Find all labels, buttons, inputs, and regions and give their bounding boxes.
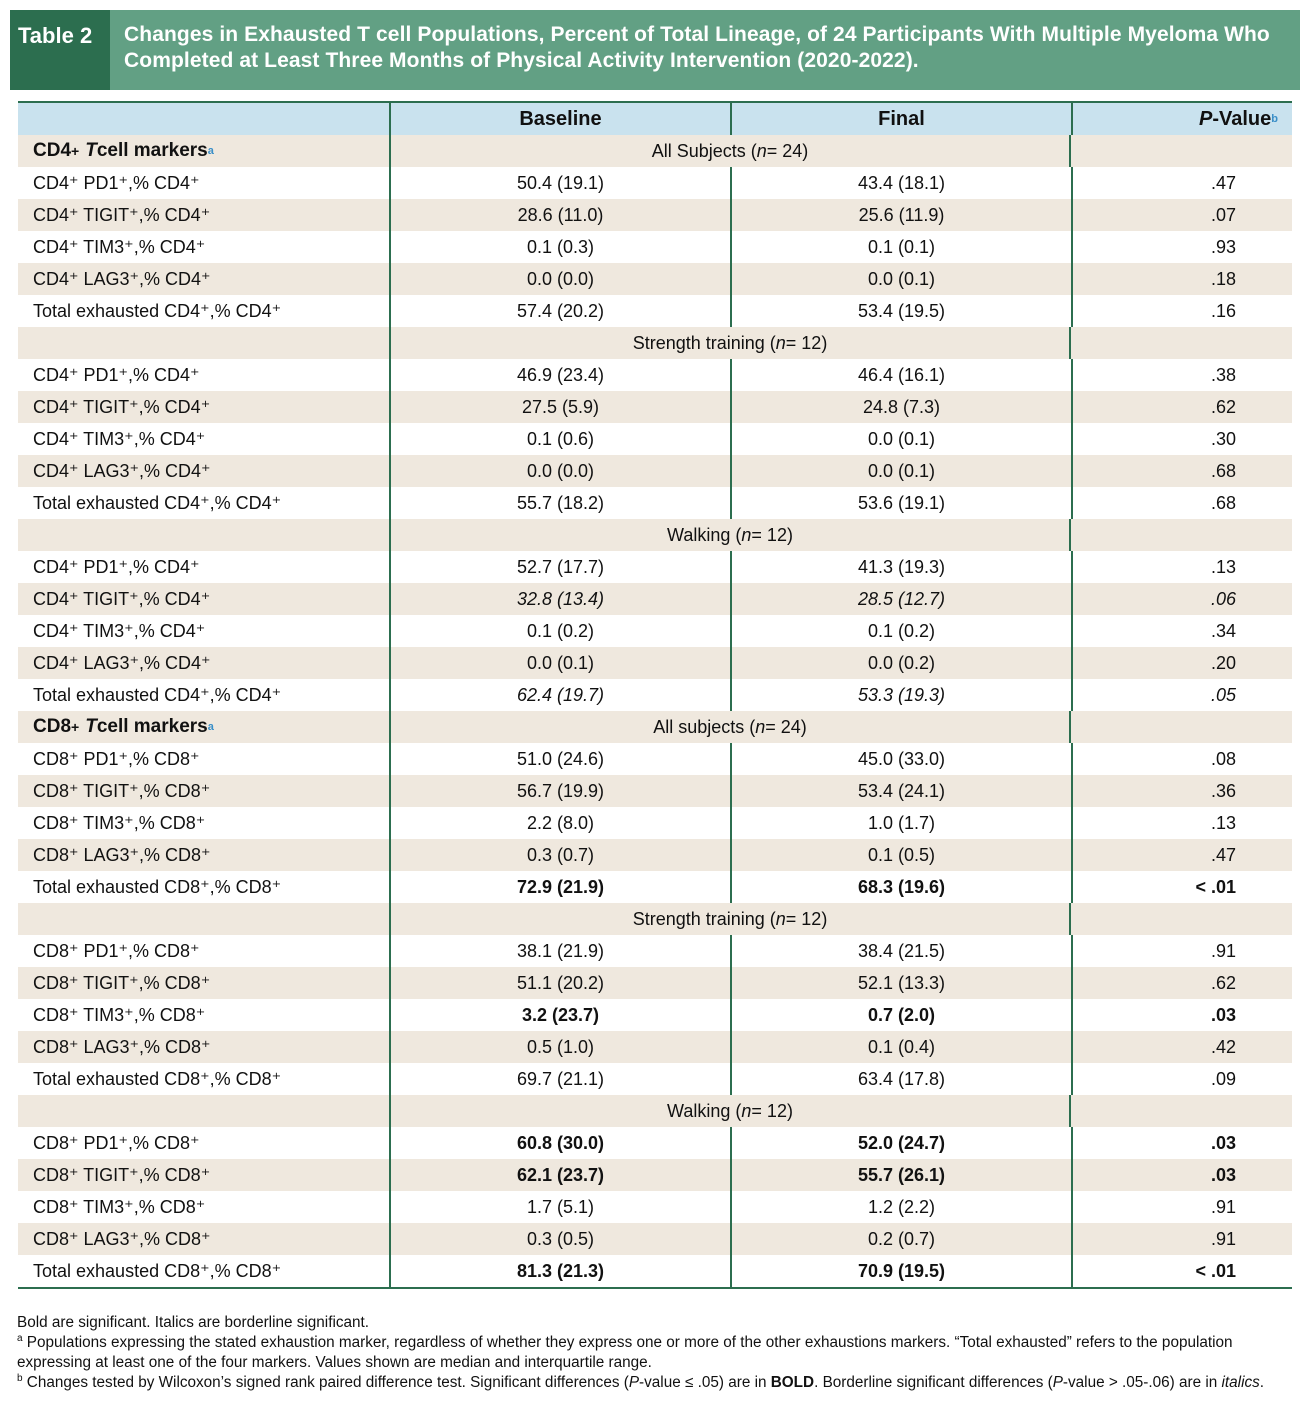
p-value: .38 xyxy=(1071,359,1292,391)
row-label: CD8⁺ LAG3⁺,% CD8⁺ xyxy=(33,844,211,865)
group-header-row xyxy=(18,1095,1292,1127)
p-value: .47 xyxy=(1071,167,1292,199)
baseline-value: 0.1 (0.6) xyxy=(389,423,730,455)
baseline-value: 69.7 (21.1) xyxy=(389,1063,730,1095)
baseline-value: 56.7 (19.9) xyxy=(389,775,730,807)
baseline-value: 38.1 (21.9) xyxy=(389,935,730,967)
final-value: 52.1 (13.3) xyxy=(730,967,1071,999)
table-row xyxy=(18,647,1292,679)
group-p-empty xyxy=(1071,1095,1292,1127)
p-value: .03 xyxy=(1071,999,1292,1031)
final-value: 28.5 (12.7) xyxy=(730,583,1071,615)
row-label: CD8⁺ LAG3⁺,% CD8⁺ xyxy=(33,1228,211,1249)
final-value: 70.9 (19.5) xyxy=(730,1255,1071,1287)
p-value: .20 xyxy=(1071,647,1292,679)
final-value: 41.3 (19.3) xyxy=(730,551,1071,583)
baseline-value: 0.3 (0.5) xyxy=(389,1223,730,1255)
table-row xyxy=(18,263,1292,295)
p-value: .06 xyxy=(1071,583,1292,615)
baseline-value: 0.0 (0.0) xyxy=(389,455,730,487)
p-value: .93 xyxy=(1071,231,1292,263)
baseline-value: 62.1 (23.7) xyxy=(389,1159,730,1191)
baseline-value: 2.2 (8.0) xyxy=(389,807,730,839)
baseline-value: 51.0 (24.6) xyxy=(389,743,730,775)
table-row xyxy=(18,1127,1292,1159)
data-table xyxy=(18,101,1292,1289)
final-value: 53.4 (24.1) xyxy=(730,775,1071,807)
baseline-value: 3.2 (23.7) xyxy=(389,999,730,1031)
group-label-empty xyxy=(18,1095,389,1127)
table-row xyxy=(18,1159,1292,1191)
p-value: .07 xyxy=(1071,199,1292,231)
table-row xyxy=(18,839,1292,871)
group-label-empty xyxy=(18,903,389,935)
p-value: < .01 xyxy=(1071,871,1292,903)
final-value: 0.1 (0.5) xyxy=(730,839,1071,871)
table-number-label: Table 2 xyxy=(10,10,110,90)
p-value: .42 xyxy=(1071,1031,1292,1063)
header-final: Final xyxy=(730,103,1071,135)
final-value: 53.6 (19.1) xyxy=(730,487,1071,519)
p-value: .09 xyxy=(1071,1063,1292,1095)
table-row xyxy=(18,231,1292,263)
table-row xyxy=(18,423,1292,455)
baseline-value: 0.3 (0.7) xyxy=(389,839,730,871)
baseline-value: 0.0 (0.0) xyxy=(389,263,730,295)
p-value: .13 xyxy=(1071,551,1292,583)
table-row xyxy=(18,551,1292,583)
baseline-value: 60.8 (30.0) xyxy=(389,1127,730,1159)
p-value: .91 xyxy=(1071,1223,1292,1255)
table-title xyxy=(110,10,1300,90)
baseline-value: 52.7 (17.7) xyxy=(389,551,730,583)
row-label: CD4⁺ LAG3⁺,% CD4⁺ xyxy=(33,460,211,481)
p-value: .34 xyxy=(1071,615,1292,647)
baseline-value: 62.4 (19.7) xyxy=(389,679,730,711)
group-header-row xyxy=(18,519,1292,551)
baseline-value: 27.5 (5.9) xyxy=(389,391,730,423)
p-value: .62 xyxy=(1071,391,1292,423)
row-label: Total exhausted CD4⁺,% CD4⁺ xyxy=(33,492,282,513)
header-baseline: Baseline xyxy=(389,103,730,135)
baseline-value: 1.7 (5.1) xyxy=(389,1191,730,1223)
table-row xyxy=(18,871,1292,903)
table-row xyxy=(18,1223,1292,1255)
p-value: .91 xyxy=(1071,935,1292,967)
row-label: CD8⁺ TIM3⁺,% CD8⁺ xyxy=(33,1004,206,1025)
section-label: CD8 + T cell markers a xyxy=(33,716,214,737)
p-value: .18 xyxy=(1071,263,1292,295)
table-row xyxy=(18,1031,1292,1063)
final-value: 63.4 (17.8) xyxy=(730,1063,1071,1095)
baseline-value: 0.1 (0.2) xyxy=(389,615,730,647)
baseline-value: 28.6 (11.0) xyxy=(389,199,730,231)
final-value: 55.7 (26.1) xyxy=(730,1159,1071,1191)
row-label: CD4⁺ TIGIT⁺,% CD4⁺ xyxy=(33,204,211,225)
group-header-row xyxy=(18,327,1292,359)
p-value: < .01 xyxy=(1071,1255,1292,1287)
group-p-empty xyxy=(1071,903,1292,935)
table-row xyxy=(18,167,1292,199)
row-label: CD8⁺ PD1⁺,% CD8⁺ xyxy=(33,940,200,961)
baseline-value: 72.9 (21.9) xyxy=(389,871,730,903)
table-row xyxy=(18,359,1292,391)
group-header-row xyxy=(18,711,1292,743)
final-value: 0.7 (2.0) xyxy=(730,999,1071,1031)
table-row xyxy=(18,455,1292,487)
group-label-empty xyxy=(18,519,389,551)
final-value: 0.0 (0.1) xyxy=(730,263,1071,295)
final-value: 53.3 (19.3) xyxy=(730,679,1071,711)
row-label: Total exhausted CD8⁺,% CD8⁺ xyxy=(33,1260,282,1281)
row-label: CD4⁺ TIM3⁺,% CD4⁺ xyxy=(33,620,206,641)
final-value: 45.0 (33.0) xyxy=(730,743,1071,775)
table-title-line-1: Changes in Exhausted T cell Populations, Percent of Total Lineage, of 24 Participants With Multiple Myeloma Who xyxy=(124,23,1270,46)
group-header-row xyxy=(18,135,1292,167)
p-value: .30 xyxy=(1071,423,1292,455)
row-label: Total exhausted CD8⁺,% CD8⁺ xyxy=(33,1068,282,1089)
table-body xyxy=(18,135,1292,1287)
footnote-legend: Bold are significant. Italics are borderline significant. xyxy=(17,1314,370,1331)
section-label: CD4 + T cell markers a xyxy=(33,140,214,161)
baseline-value: 32.8 (13.4) xyxy=(389,583,730,615)
p-value: .91 xyxy=(1071,1191,1292,1223)
row-label: CD4⁺ PD1⁺,% CD4⁺ xyxy=(33,364,200,385)
table-row xyxy=(18,615,1292,647)
row-label: CD8⁺ TIM3⁺,% CD8⁺ xyxy=(33,1196,206,1217)
group-label: All subjects ( n = 24) xyxy=(389,711,1071,743)
row-label: CD4⁺ LAG3⁺,% CD4⁺ xyxy=(33,652,211,673)
row-label: CD4⁺ TIGIT⁺,% CD4⁺ xyxy=(33,588,211,609)
final-value: 46.4 (16.1) xyxy=(730,359,1071,391)
final-value: 0.1 (0.1) xyxy=(730,231,1071,263)
p-value: .03 xyxy=(1071,1159,1292,1191)
baseline-value: 0.0 (0.1) xyxy=(389,647,730,679)
table-row xyxy=(18,1063,1292,1095)
row-label: CD8⁺ TIM3⁺,% CD8⁺ xyxy=(33,812,206,833)
table-title-line-2: Completed at Least Three Months of Physical Activity Intervention (2020-2022). xyxy=(124,49,919,72)
row-label: CD8⁺ TIGIT⁺,% CD8⁺ xyxy=(33,972,211,993)
row-label: Total exhausted CD8⁺,% CD8⁺ xyxy=(33,876,282,897)
table-title-banner xyxy=(10,10,1300,90)
baseline-value: 0.1 (0.3) xyxy=(389,231,730,263)
final-value: 0.1 (0.2) xyxy=(730,615,1071,647)
header-empty-cell xyxy=(18,103,389,135)
baseline-value: 51.1 (20.2) xyxy=(389,967,730,999)
table-row xyxy=(18,679,1292,711)
row-label: CD4⁺ TIM3⁺,% CD4⁺ xyxy=(33,428,206,449)
group-label: Strength training ( n = 12) xyxy=(389,903,1071,935)
final-value: 0.0 (0.1) xyxy=(730,423,1071,455)
baseline-value: 57.4 (20.2) xyxy=(389,295,730,327)
table-header-row xyxy=(18,103,1292,135)
table-row xyxy=(18,999,1292,1031)
table-row xyxy=(18,967,1292,999)
row-label: Total exhausted CD4⁺,% CD4⁺ xyxy=(33,300,282,321)
group-label: Walking ( n = 12) xyxy=(389,1095,1071,1127)
baseline-value: 46.9 (23.4) xyxy=(389,359,730,391)
footnote-a: $^a$ Populations expressing the stated exhaustion marker, regardless of whether they express one or more of the other exhaustions markers. “Total exhausted” refers to the population expressing at least one of the four markers. Values shown are median and interquartile range. xyxy=(17,1332,1233,1371)
table-row xyxy=(18,199,1292,231)
row-label: CD8⁺ PD1⁺,% CD8⁺ xyxy=(33,748,200,769)
baseline-value: 0.5 (1.0) xyxy=(389,1031,730,1063)
final-value: 68.3 (19.6) xyxy=(730,871,1071,903)
baseline-value: 50.4 (19.1) xyxy=(389,167,730,199)
group-header-row xyxy=(18,903,1292,935)
final-value: 52.0 (24.7) xyxy=(730,1127,1071,1159)
group-p-empty xyxy=(1071,711,1292,743)
table-row xyxy=(18,583,1292,615)
row-label: CD4⁺ TIM3⁺,% CD4⁺ xyxy=(33,236,206,257)
p-value: .16 xyxy=(1071,295,1292,327)
table-row xyxy=(18,1191,1292,1223)
final-value: 0.1 (0.4) xyxy=(730,1031,1071,1063)
row-label: CD4⁺ LAG3⁺,% CD4⁺ xyxy=(33,268,211,289)
group-label: Strength training ( n = 12) xyxy=(389,327,1071,359)
final-value: 0.0 (0.2) xyxy=(730,647,1071,679)
p-value: .36 xyxy=(1071,775,1292,807)
baseline-value: 55.7 (18.2) xyxy=(389,487,730,519)
table-row xyxy=(18,935,1292,967)
baseline-value: 81.3 (21.3) xyxy=(389,1255,730,1287)
table-row xyxy=(18,775,1292,807)
table-row xyxy=(18,487,1292,519)
final-value: 1.0 (1.7) xyxy=(730,807,1071,839)
row-label: CD8⁺ LAG3⁺,% CD8⁺ xyxy=(33,1036,211,1057)
group-p-empty xyxy=(1071,327,1292,359)
row-label: CD8⁺ TIGIT⁺,% CD8⁺ xyxy=(33,780,211,801)
table-row xyxy=(18,391,1292,423)
p-value: .47 xyxy=(1071,839,1292,871)
p-value: .68 xyxy=(1071,487,1292,519)
table-footnotes xyxy=(17,1313,1299,1393)
group-p-empty xyxy=(1071,135,1292,167)
final-value: 0.2 (0.7) xyxy=(730,1223,1071,1255)
final-value: 53.4 (19.5) xyxy=(730,295,1071,327)
row-label: CD8⁺ TIGIT⁺,% CD8⁺ xyxy=(33,1164,211,1185)
group-p-empty xyxy=(1071,519,1292,551)
row-label: CD4⁺ PD1⁺,% CD4⁺ xyxy=(33,556,200,577)
row-label: Total exhausted CD4⁺,% CD4⁺ xyxy=(33,684,282,705)
table-row xyxy=(18,1255,1292,1287)
group-label: Walking ( n = 12) xyxy=(389,519,1071,551)
final-value: 24.8 (7.3) xyxy=(730,391,1071,423)
final-value: 1.2 (2.2) xyxy=(730,1191,1071,1223)
table-row xyxy=(18,743,1292,775)
p-value: .05 xyxy=(1071,679,1292,711)
header-p-value: P -Value b xyxy=(1071,103,1292,135)
row-label: CD4⁺ PD1⁺,% CD4⁺ xyxy=(33,172,200,193)
final-value: 25.6 (11.9) xyxy=(730,199,1071,231)
group-label: All Subjects ( n = 24) xyxy=(389,135,1071,167)
row-label: CD4⁺ TIGIT⁺,% CD4⁺ xyxy=(33,396,211,417)
group-label-empty xyxy=(18,327,389,359)
row-label: CD8⁺ PD1⁺,% CD8⁺ xyxy=(33,1132,200,1153)
table-row xyxy=(18,295,1292,327)
final-value: 0.0 (0.1) xyxy=(730,455,1071,487)
p-value: .62 xyxy=(1071,967,1292,999)
p-value: .08 xyxy=(1071,743,1292,775)
p-value: .13 xyxy=(1071,807,1292,839)
p-value: .03 xyxy=(1071,1127,1292,1159)
final-value: 43.4 (18.1) xyxy=(730,167,1071,199)
p-value: .68 xyxy=(1071,455,1292,487)
table-row xyxy=(18,807,1292,839)
footnote-b: $^b$ Changes tested by Wilcoxon’s signed rank paired difference test. Significant differences (P-value ≤ .05) are in BOLD. Borderline significant differences (P-value > .05-.06) are in italics. xyxy=(17,1372,1265,1391)
final-value: 38.4 (21.5) xyxy=(730,935,1071,967)
